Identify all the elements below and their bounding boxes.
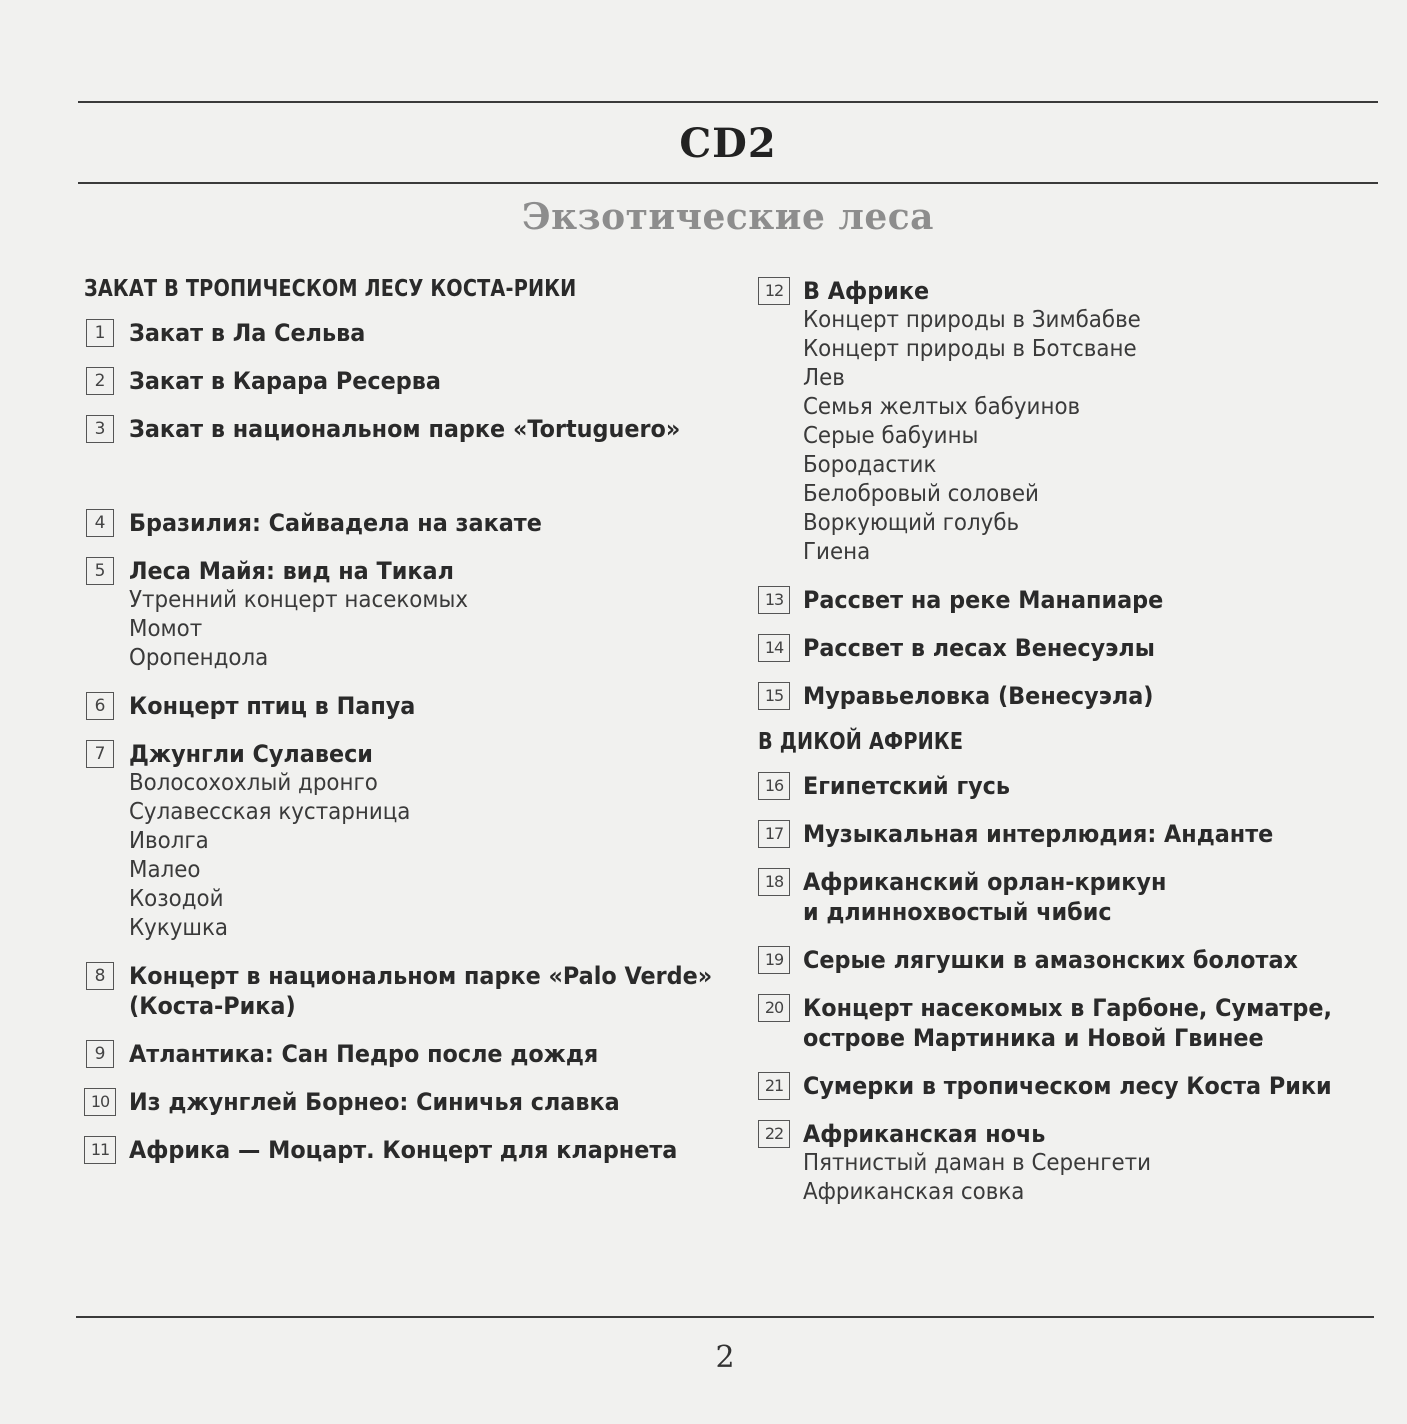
track-subitem: Бородастик <box>803 452 937 478</box>
track-15 <box>758 681 1358 711</box>
track-title: Закат в Карара Ресерва <box>129 367 441 395</box>
track-title: острове Мартиника и Новой Гвинее <box>803 1024 1264 1052</box>
track-number-box: 1 <box>86 319 114 347</box>
track-number-box: 13 <box>758 586 790 614</box>
track-title: Серые лягушки в амазонских болотах <box>803 946 1298 974</box>
track-7 <box>84 739 724 943</box>
track-22 <box>758 1119 1358 1207</box>
track-3 <box>84 414 724 444</box>
track-number-box: 12 <box>758 277 790 305</box>
track-17 <box>758 819 1358 849</box>
track-title: В Африке <box>803 277 930 305</box>
track-number-box: 14 <box>758 634 790 662</box>
track-list-right-bottom <box>758 771 1358 1207</box>
track-number-box: 9 <box>86 1040 114 1068</box>
track-19 <box>758 945 1358 975</box>
track-number-box: 7 <box>86 740 114 768</box>
track-12 <box>758 276 1358 567</box>
track-subitem: Сулавесская кустарница <box>129 799 411 825</box>
track-subitem: Воркующий голубь <box>803 510 1020 536</box>
track-title: Египетский гусь <box>803 772 1011 800</box>
track-subitem: Оропендола <box>129 645 269 671</box>
track-subitem: Концерт природы в Зимбабве <box>803 307 1141 333</box>
track-number-box: 3 <box>86 415 114 443</box>
track-9 <box>84 1039 724 1069</box>
track-title: Бразилия: Сайвадела на закате <box>129 509 542 537</box>
spacer <box>84 462 724 508</box>
collection-title: Экзотические леса <box>522 196 934 238</box>
track-title: Африка — Моцарт. Концерт для кларнета <box>129 1136 678 1164</box>
track-title: Концерт птиц в Папуа <box>129 692 416 720</box>
track-number-box: 18 <box>758 868 790 896</box>
track-list-right-top <box>758 276 1358 711</box>
track-10 <box>84 1087 724 1117</box>
track-21 <box>758 1071 1358 1101</box>
track-subitem: Козодой <box>129 886 224 912</box>
track-1 <box>84 318 724 348</box>
disc-title: CD2 <box>679 120 777 167</box>
section-heading-costa-rica: ЗАКАТ В ТРОПИЧЕСКОМ ЛЕСУ КОСТА-РИКИ <box>84 276 577 302</box>
page-number: 2 <box>715 1340 735 1375</box>
section-heading-wild-africa: В ДИКОЙ АФРИКЕ <box>758 729 964 755</box>
right-column <box>758 276 1358 1225</box>
track-title: Концерт насекомых в Гарбоне, Суматре, <box>803 994 1332 1022</box>
track-title: Муравьеловка (Венесуэла) <box>803 682 1154 710</box>
track-16 <box>758 771 1358 801</box>
track-title: и длиннохвостый чибис <box>803 898 1112 926</box>
track-6 <box>84 691 724 721</box>
track-8 <box>84 961 724 1021</box>
track-subitem: Пятнистый даман в Серенгети <box>803 1150 1152 1176</box>
track-title: Леса Майя: вид на Тикал <box>129 557 454 585</box>
track-subitem: Волосохохлый дронго <box>129 770 378 796</box>
track-11 <box>84 1135 724 1165</box>
track-subitem: Гиена <box>803 539 871 565</box>
track-number-box: 20 <box>758 994 790 1022</box>
bottom-divider <box>76 1316 1374 1318</box>
left-column <box>84 276 724 1183</box>
track-title: Рассвет на реке Манапиаре <box>803 586 1164 614</box>
track-title: Музыкальная интерлюдия: Анданте <box>803 820 1274 848</box>
top-divider <box>78 101 1378 103</box>
track-2 <box>84 366 724 396</box>
track-subitem: Африканская совка <box>803 1179 1025 1205</box>
track-14 <box>758 633 1358 663</box>
track-title: Из джунглей Борнео: Синичья славка <box>129 1088 620 1116</box>
track-subitem: Иволга <box>129 828 209 854</box>
track-number-box: 8 <box>86 962 114 990</box>
track-number-box: 16 <box>758 772 790 800</box>
track-number-box: 17 <box>758 820 790 848</box>
track-number-box: 6 <box>86 692 114 720</box>
track-subitem: Концерт природы в Ботсване <box>803 336 1137 362</box>
track-number-box: 5 <box>86 557 114 585</box>
track-subitem: Серые бабуины <box>803 423 979 449</box>
track-title: Атлантика: Сан Педро после дождя <box>129 1040 599 1068</box>
track-subitem: Момот <box>129 616 203 642</box>
track-number-box: 10 <box>84 1088 116 1116</box>
track-list-left <box>84 318 724 1165</box>
track-title: (Коста-Рика) <box>129 992 296 1020</box>
track-title: Африканская ночь <box>803 1120 1046 1148</box>
track-subitem: Семья желтых бабуинов <box>803 394 1081 420</box>
track-20 <box>758 993 1358 1053</box>
track-number-box: 19 <box>758 946 790 974</box>
track-title: Закат в национальном парке «Tortuguero» <box>129 415 681 443</box>
title-divider <box>78 182 1378 184</box>
track-subitem: Кукушка <box>129 915 229 941</box>
track-title: Рассвет в лесах Венесуэлы <box>803 634 1155 662</box>
track-subitem: Белобровый соловей <box>803 481 1039 507</box>
track-13 <box>758 585 1358 615</box>
track-subitem: Малео <box>129 857 201 883</box>
track-number-box: 2 <box>86 367 114 395</box>
track-title: Концерт в национальном парке «Palo Verde» <box>129 962 713 990</box>
track-number-box: 4 <box>86 509 114 537</box>
track-number-box: 22 <box>758 1120 790 1148</box>
track-number-box: 11 <box>84 1136 116 1164</box>
track-18 <box>758 867 1358 927</box>
track-subitem: Утренний концерт насекомых <box>129 587 469 613</box>
track-5 <box>84 556 724 673</box>
track-title: Закат в Ла Сельва <box>129 319 366 347</box>
track-title: Африканский орлан-крикун <box>803 868 1167 896</box>
track-title: Сумерки в тропическом лесу Коста Рики <box>803 1072 1332 1100</box>
track-title: Джунгли Сулавеси <box>129 740 373 768</box>
track-number-box: 21 <box>758 1072 790 1100</box>
track-number-box: 15 <box>758 682 790 710</box>
track-subitem: Лев <box>803 365 845 391</box>
track-4 <box>84 508 724 538</box>
